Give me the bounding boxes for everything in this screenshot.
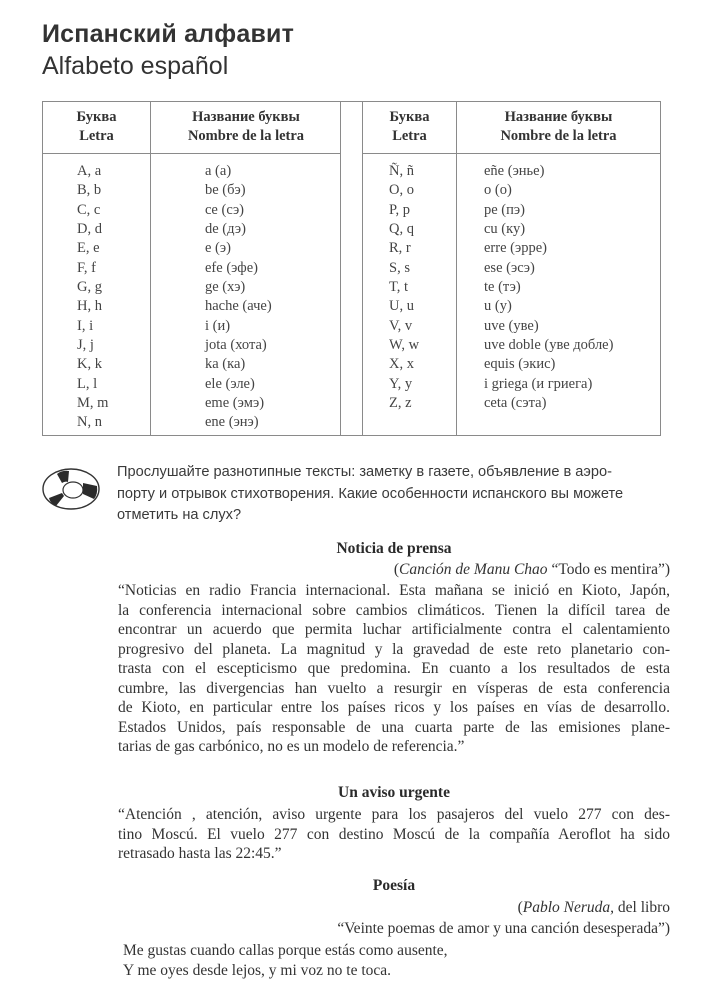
letter-name-cell: i (и) (205, 317, 231, 334)
alphabet-table (42, 101, 661, 436)
alphabet-rows-right (363, 162, 660, 413)
table-row (43, 413, 341, 432)
letter-cell: I, i (77, 317, 94, 334)
letter-name-cell: jota (хота) (205, 337, 267, 354)
letter-cell: B, b (77, 182, 102, 199)
letter-name-cell: ele (эле) (205, 375, 255, 392)
alphabet-table-left-half (43, 102, 341, 435)
source-title: “Todo es mentira”) (547, 561, 670, 578)
header-name-es: Nombre de la letra (187, 128, 305, 144)
header-letter-name (457, 108, 660, 146)
header-letter (43, 108, 150, 146)
table-row (363, 394, 660, 413)
table-row (43, 336, 341, 355)
table-row (43, 278, 341, 297)
paragraph-line: encontrar un acuerdo que permita luchar artificialmente contra el calentamiento (118, 621, 670, 638)
header-name-ru: Название буквы (192, 109, 300, 125)
table-row (363, 297, 660, 316)
letter-name-cell: ceta (сэта) (484, 395, 547, 412)
letter-name-cell: ka (ка) (205, 356, 246, 373)
alphabet-table-right-half (363, 102, 660, 435)
letter-name-cell: e (э) (205, 240, 231, 257)
letter-name-cell: ese (эсэ) (484, 259, 535, 276)
instruction-line (117, 505, 677, 527)
table-row (43, 162, 341, 181)
section-title-aviso: Un aviso urgente (338, 784, 450, 801)
aviso-paragraph (118, 805, 670, 864)
letter-cell: X, x (389, 356, 414, 373)
instruction-line (117, 484, 677, 506)
table-row (363, 259, 660, 278)
letter-cell: Z, z (389, 395, 412, 412)
letter-cell: K, k (77, 356, 102, 373)
paragraph-line: cumbre, las divergencias han vuelto a resurgir en vísperas de esta conferencia (118, 679, 670, 697)
poem-line: Me gustas cuando callas porque estás como ausente, (123, 942, 448, 959)
table-row (43, 355, 341, 374)
poem-lines (123, 941, 448, 981)
letter-cell: U, u (389, 298, 414, 315)
letter-name-cell: be (бэ) (205, 182, 246, 199)
letter-name-cell: a (а) (205, 163, 232, 179)
paragraph-line: retrasado hasta las 22:45.” (118, 845, 282, 862)
letter-cell: C, c (77, 201, 101, 218)
header-letter-es: Letra (79, 128, 114, 144)
letter-cell: L, l (77, 375, 98, 392)
table-row (363, 355, 660, 374)
poesia-source-line-2: “Veinte poemas de amor y una canción desesperada”) (337, 920, 670, 937)
paragraph-line: la conferencia internacional sobre cambios climáticos. Tienen la difícil tarea de (118, 601, 670, 619)
paragraph-line: Estados Unidos, país responsable de una cuarta parte de las emisiones plane- (118, 718, 670, 736)
header-divider (43, 153, 341, 154)
letter-name-cell: eme (эмэ) (205, 395, 265, 412)
instruction-line (117, 462, 677, 484)
letter-name-cell: i griega (и гриега) (484, 375, 593, 392)
alphabet-rows-left (43, 162, 341, 433)
table-row (363, 336, 660, 355)
letter-cell: A, a (77, 163, 102, 179)
page-title-russian: Испанский алфавит (42, 20, 295, 48)
table-row (363, 239, 660, 258)
paragraph-line: tarias de gas carbónico, no es un modelo de referencia.” (118, 738, 465, 755)
table-row (43, 297, 341, 316)
letter-cell: J, j (77, 337, 94, 354)
section-title-poesia: Poesía (372, 877, 416, 894)
paragraph-line: trasta con el escepticismo que predomina. En cuanto a los resultados de esta (118, 660, 670, 677)
header-name-ru: Название буквы (504, 109, 613, 125)
letter-name-cell: efe (эфе) (205, 259, 258, 276)
letter-cell: Ñ, ñ (389, 163, 414, 179)
table-row (43, 394, 341, 413)
letter-name-cell: ge (хэ) (205, 279, 246, 296)
letter-name-cell: erre (эрре) (484, 240, 547, 257)
instruction-text: отметить на слух? (117, 507, 242, 523)
table-row (43, 259, 341, 278)
letter-cell: Q, q (389, 221, 414, 238)
noticia-source (118, 561, 670, 579)
poesia-source-line-1 (118, 899, 670, 917)
paragraph-line: “Atención , atención, aviso urgente para los pasajeros del vuelo 277 con des- (118, 806, 670, 823)
header-letter-ru: Буква (389, 109, 430, 125)
header-divider (363, 153, 660, 154)
header-letter-es: Letra (392, 128, 427, 144)
letter-name-cell: de (дэ) (205, 221, 246, 238)
listening-instruction (117, 462, 677, 527)
table-row (363, 162, 660, 181)
audio-listen-icon (40, 466, 102, 512)
noticia-paragraph (118, 581, 670, 757)
letter-name-cell: o (о) (484, 182, 512, 199)
source-suffix: del libro (614, 899, 670, 916)
paragraph-line: tino Moscú. El vuelo 277 con destino Moscú de la compañía Aeroflot ha sido (118, 825, 670, 843)
table-row (363, 220, 660, 239)
letter-name-cell: te (тэ) (484, 279, 521, 296)
table-row (43, 181, 341, 200)
instruction-text: порту и отрывок стихотворения. Какие особенности испанского вы можете (117, 485, 624, 502)
letter-name-cell: ene (энэ) (205, 414, 259, 431)
table-row (43, 317, 341, 336)
source-author: Pablo Neruda, (522, 899, 615, 916)
letter-name-cell: u (у) (484, 298, 512, 315)
table-row (363, 278, 660, 297)
letter-cell: P, p (389, 201, 410, 218)
table-row (363, 201, 660, 220)
letter-name-cell: uve doble (уве добле) (484, 337, 614, 354)
poem-line: Y me oyes desde lejos, y mi voz no te toca. (123, 962, 392, 979)
table-row (43, 375, 341, 394)
source-paren: ( (393, 561, 400, 578)
table-row (43, 220, 341, 239)
letter-cell: E, e (77, 240, 100, 257)
paragraph-line: progresivo del planeta. La magnitud y la gravedad de este reto planetario con- (118, 640, 670, 658)
letter-cell: W, w (389, 337, 420, 354)
source-paren: ( (517, 899, 523, 916)
letter-cell: T, t (389, 279, 409, 296)
letter-cell: F, f (77, 259, 96, 276)
letter-cell: H, h (77, 298, 102, 315)
section-title-noticia: Noticia de prensa (336, 540, 452, 557)
header-name-es: Nombre de la letra (500, 128, 617, 144)
letter-name-cell: eñe (энье) (484, 163, 545, 179)
letter-cell: Y, y (389, 375, 413, 392)
table-row (363, 181, 660, 200)
header-letter-name (151, 108, 341, 146)
letter-name-cell: pe (пэ) (484, 201, 525, 218)
letter-cell: D, d (77, 221, 102, 238)
instruction-text: Прослушайте разнотипные тексты: заметку в газете, объявление в аэро- (117, 464, 612, 480)
paragraph-line: “Noticias en radio Francia internacional. Esta mañana se inició en Kioto, Japón, (118, 582, 670, 599)
table-row (43, 239, 341, 258)
letter-cell: N, n (77, 414, 102, 431)
letter-cell: O, o (389, 182, 414, 199)
table-row (363, 317, 660, 336)
letter-cell: V, v (389, 317, 413, 334)
letter-cell: S, s (389, 259, 410, 276)
source-author: Canción de Manu Chao (399, 561, 548, 578)
header-letter-ru: Буква (76, 109, 117, 125)
header-letter (363, 108, 456, 146)
letter-cell: R, r (389, 240, 411, 257)
letter-cell: M, m (77, 395, 109, 412)
table-row (43, 201, 341, 220)
letter-name-cell: cu (ку) (484, 221, 526, 238)
letter-name-cell: hache (аче) (205, 298, 272, 315)
page-title-spanish: Alfabeto español (42, 52, 229, 80)
paragraph-line: de Kioto, en particular entre los países ricos y los países en vías de desarrollo. (118, 699, 670, 716)
letter-name-cell: equis (экис) (484, 356, 556, 373)
table-row (363, 375, 660, 394)
letter-name-cell: uve (уве) (484, 317, 539, 334)
letter-name-cell: ce (сэ) (205, 201, 244, 218)
letter-cell: G, g (77, 279, 102, 296)
